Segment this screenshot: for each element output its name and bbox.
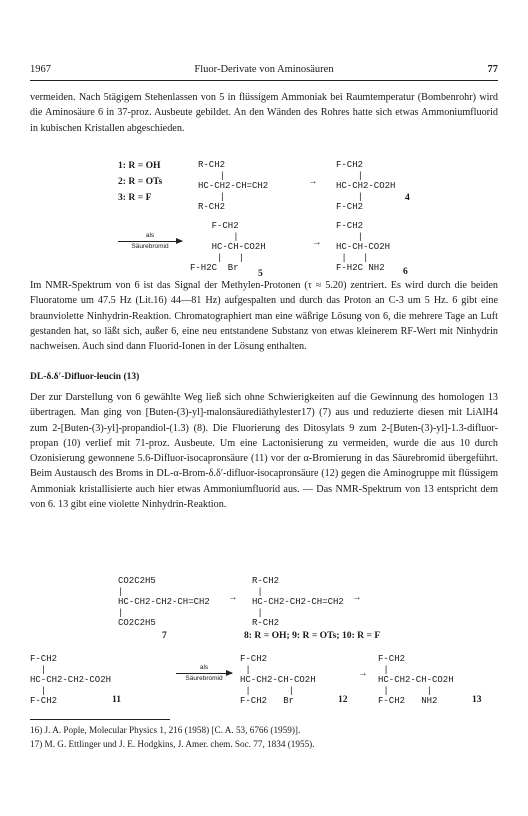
compound-number-11: 11	[112, 694, 122, 705]
formula-1-3: R-CH2 | HC-CH2-CH=CH2 | R-CH2	[198, 160, 269, 212]
section-title: DL-δ.δ′-Difluor-leucin (13)	[30, 372, 140, 382]
paragraph-2: Im NMR-Spektrum von 6 ist das Signal der Methylen-Protonen (τ ≈ 5.20) zentriert. Es wird durch die beiden Fluoratome um 47.5 Hz (Lit.16) 44—81 Hz) aufgespalten und durch das Proton an C-3 um 5 Hz. 6 gibt eine braunviolette Ninhydrin-Reaktion. Chromatographiert man eine wäßrige Lösung von 6, die mehrere Tage an Luft gestanden hat, so läßt sich, außer 6, eine neu entstandene Substanz von etwas kleinerem RF-Wert mit Ninhydrin nachweisen. Auch sind dann Fluorid-Ionen in der Lösung enthalten.	[30, 280, 498, 353]
paragraph-1: vermeiden. Nach 5tägigem Stehenlassen von 5 in flüssigem Ammoniak bei Raumtemperatur (Bombenrohr) wird die Aminosäure 6 in 37-proz. Ausbeute gebildet. An den Wänden des Rohres hatte sich etwas Ammoniumfluorid in kubischen Kristallen abgeschieden.	[30, 92, 498, 134]
arrow-label-above: als	[145, 232, 155, 239]
arrow-line	[176, 673, 232, 674]
formula-5: F-CH2 | HC-CH-CO2H | | F-H2C Br	[190, 221, 266, 273]
compound-number-5: 5	[258, 268, 263, 279]
arrow-label-below: Säurebromid	[131, 243, 169, 250]
formula-12: F-CH2 | HC-CH2-CH-CO2H | | F-CH2 Br	[240, 654, 316, 706]
formula-11: F-CH2 | HC-CH2-CH2-CO2H | F-CH2	[30, 654, 112, 706]
formula-13: F-CH2 | HC-CH2-CH-CO2H | | F-CH2 NH2	[378, 654, 454, 706]
arrow-label-below: Säurebromid	[185, 675, 223, 682]
formula-8-10: R-CH2 | HC-CH2-CH2-CH=CH2 | R-CH2	[252, 576, 344, 628]
page-number: 77	[487, 64, 498, 75]
compound-number-4: 4	[405, 192, 410, 203]
arrow-1: →	[308, 176, 318, 187]
scheme-1-labels	[118, 158, 162, 206]
header-title: Fluor-Derivate von Aminosäuren	[194, 64, 334, 75]
footnote-17: 17) M. G. Ettlinger und J. E. Hodgkins, J. Amer. chem. Soc. 77, 1834 (1955).	[30, 739, 315, 749]
footnote-rule	[30, 719, 170, 720]
arrow-acid-bromide-2	[176, 664, 232, 683]
arrow-4: →	[352, 592, 362, 603]
arrow-label-above: als	[199, 664, 209, 671]
compound-number-7: 7	[162, 630, 167, 641]
compound-number-6: 6	[403, 266, 408, 277]
header-rule	[30, 80, 498, 81]
arrow-3: →	[228, 592, 238, 603]
compound-caption-8-10: 8: R = OH; 9: R = OTs; 10: R = F	[244, 630, 381, 641]
compound-number-13: 13	[472, 694, 482, 705]
arrow-5: →	[358, 668, 368, 679]
arrow-line	[118, 241, 182, 242]
arrow-acid-bromide-1	[118, 232, 182, 251]
compound-number-12: 12	[338, 694, 348, 705]
compound-label-1: 1: R = OH	[118, 160, 161, 171]
header-year: 1967	[30, 64, 51, 75]
footnote-16: 16) J. A. Pople, Molecular Physics 1, 216 (1958) [C. A. 53, 6766 (1959)].	[30, 725, 301, 735]
formula-6: F-CH2 | HC-CH-CO2H | | F-H2C NH2	[336, 221, 391, 273]
running-header	[30, 64, 498, 78]
compound-label-3: 3: R = F	[118, 192, 152, 203]
compound-label-2: 2: R = OTs	[118, 176, 163, 187]
arrow-2: →	[312, 237, 322, 248]
formula-4: F-CH2 | HC-CH2-CO2H | F-CH2	[336, 160, 396, 212]
paragraph-3: Der zur Darstellung von 6 gewählte Weg ließ sich ohne Schwierigkeiten auf die Gewinnung des homologen 13 übertragen. Man ging von [Buten-(3)-yl]-malonsäurediäthylester17) (7) aus und reduzierte diesen mit LiAlH4 zum 2-[Buten-(3)-yl]-propandiol-(1.3) (8). Die Fluorierung des Ditosylats 9 zum 2-[Buten-(3)-yl]-1.3-difluor-propan (10) verlief mit 71-proz. Ausbeute. Um eine Lactonisierung zu vermeiden, wurde die aus 10 durch Ozonisierung gewonnene 5.6-Difluor-isocapronsäure (11) vor der α-Bromierung in das Säurebromid übergeführt. Beim Austausch des Broms in DL-α-Brom-δ.δ′-difluor-isocapronsäure (12) gegen die Aminogruppe mit flüssigem Ammoniak kristallisierte auch hier etwas Ammoniumfluorid aus. — Das NMR-Spektrum von 13 entspricht dem von 6. 13 gibt eine violette Ninhydrin-Reaktion.	[30, 392, 498, 511]
formula-7: CO2C2H5 | HC-CH2-CH2-CH=CH2 | CO2C2H5	[118, 576, 210, 628]
